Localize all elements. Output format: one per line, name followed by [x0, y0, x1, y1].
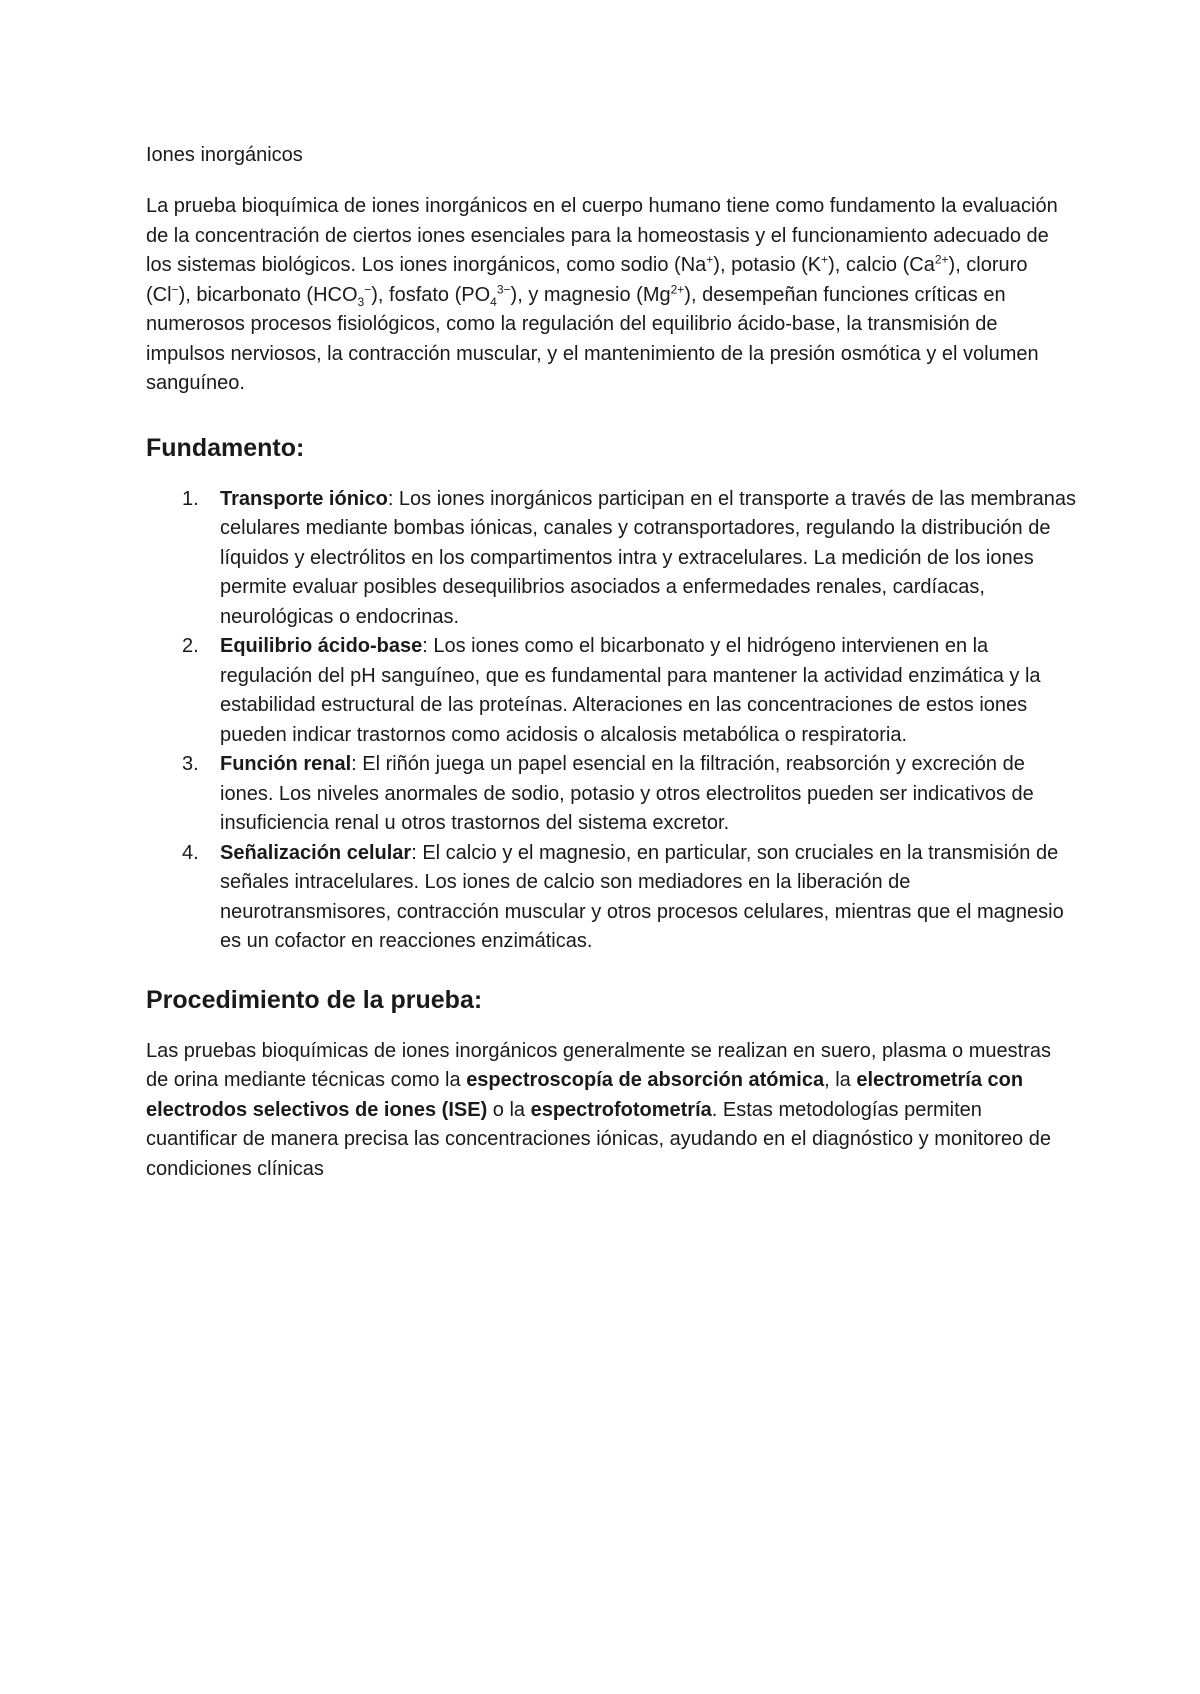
list-item	[146, 750, 1076, 839]
ca-charge: 2+	[934, 252, 949, 267]
procedimiento-text: Las pruebas bioquímicas de iones inorgánicos generalmente se realizan en suero, plasma o muestras de orina mediante técnicas como la	[146, 1039, 1051, 1091]
intro-text: ), calcio (Ca	[828, 254, 935, 276]
intro-text: ), potasio (K	[713, 254, 822, 276]
mg-charge: 2+	[670, 281, 685, 296]
po-subscript: 4	[490, 294, 497, 309]
na-charge: +	[706, 252, 714, 267]
list-item-text: : Los iones inorgánicos participan en el transporte a través de las membranas celulares mediante bombas iónicas, canales y cotransportadores, regulando la distribución de líquidos y electrólitos en los compartimentos intra y extracelulares. La medición de los iones permite evaluar posibles desequilibrios asociados a enfermedades renales, cardíacas, neurológicas o endocrinas.	[220, 487, 1076, 628]
fundamento-list	[146, 485, 1076, 957]
list-item-number: 3.	[182, 753, 199, 775]
list-item-number: 4.	[182, 841, 199, 864]
intro-text: ), desempeñan funciones críticas en numerosos procesos fisiológicos, como la regulación del equilibrio ácido-base, la transmisión de impulsos nerviosos, la contracción muscular, y el mantenimiento de la presión osmótica y el volumen sanguíneo.	[146, 283, 1039, 394]
intro-text: La prueba bioquímica de iones inorgánicos en el cuerpo humano tiene como fundamento la evaluación de la concentración de ciertos iones esenciales para la homeostasis y el funcionamiento adecuado de los sistemas biológicos. Los iones inorgánicos, como sodio (Na	[146, 195, 1058, 276]
list-item-term: Función renal	[220, 753, 352, 775]
po-charge: 3−	[496, 281, 511, 296]
list-item-term: Transporte iónico	[220, 487, 388, 510]
list-item-term: Equilibrio ácido-base	[220, 635, 423, 657]
procedimiento-text: . Estas metodologías permiten cuantificar de manera precisa las concentraciones iónicas, ayudando en el diagnóstico y monitoreo de condiciones clínicas	[146, 1098, 1051, 1180]
intro-paragraph	[146, 192, 1076, 399]
list-item-text: : Los iones como el bicarbonato y el hidrógeno intervienen en la regulación del pH sanguíneo, que es fundamental para mantener la actividad enzimática y la estabilidad estructural de las proteínas. Alteraciones en las concentraciones de estos iones pueden indicar trastornos como acidosis o alcalosis metabólica o respiratoria.	[220, 635, 1041, 746]
technique-term: electrometría con electrodos selectivos de iones (ISE)	[146, 1069, 1024, 1121]
fundamento-heading: Fundamento:	[146, 433, 305, 462]
intro-text: ), bicarbonato (HCO	[178, 283, 358, 306]
list-item-term: Señalización celular	[220, 841, 412, 864]
technique-term: espectrofotometría	[530, 1098, 712, 1121]
intro-text: ), y magnesio (Mg	[510, 283, 671, 306]
list-item-text: : El calcio y el magnesio, en particular, son cruciales en la transmisión de señales intracelulares. Los iones de calcio son mediadores en la liberación de neurotransmisores, contracción muscular y otros procesos celulares, mientras que el magnesio es un cofactor en reacciones enzimáticas.	[220, 841, 1064, 952]
list-item	[146, 632, 1076, 750]
procedimiento-text: , la	[824, 1069, 857, 1091]
document-title: Iones inorgánicos	[146, 144, 303, 166]
list-item-number: 1.	[182, 487, 199, 510]
hco-charge: −	[364, 281, 372, 296]
list-item	[146, 839, 1076, 957]
list-item	[146, 485, 1076, 633]
cl-charge: −	[171, 281, 179, 296]
intro-text: ), fosfato (PO	[371, 283, 491, 306]
procedimiento-text: o la	[487, 1098, 531, 1121]
intro-text: ), cloruro (Cl	[146, 254, 1028, 306]
list-item-number: 2.	[182, 635, 199, 657]
k-charge: +	[821, 252, 829, 267]
document-page	[146, 140, 1076, 1184]
list-item-text: : El riñón juega un papel esencial en la filtración, reabsorción y excreción de iones. Los niveles anormales de sodio, potasio y otros electrolitos pueden ser indicativos de insuficiencia renal u otros trastornos del sistema excretor.	[220, 753, 1034, 834]
procedimiento-heading: Procedimiento de la prueba:	[146, 985, 483, 1014]
procedimiento-paragraph	[146, 1037, 1076, 1185]
technique-term: espectroscopía de absorción atómica	[466, 1069, 825, 1091]
hco-subscript: 3	[357, 294, 365, 309]
